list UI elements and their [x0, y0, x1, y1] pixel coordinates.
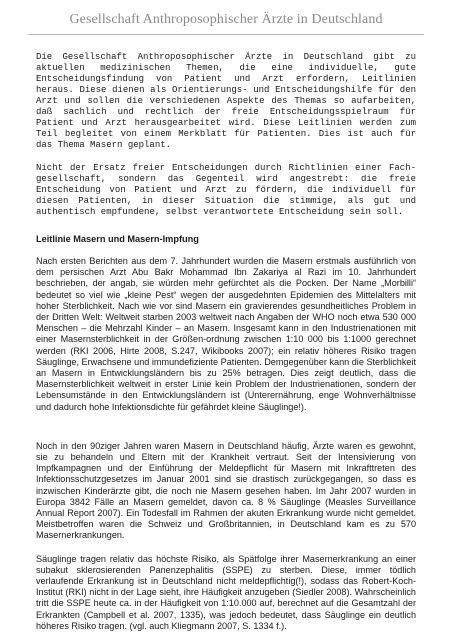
- document-body: [36, 52, 416, 644]
- header-divider: [28, 34, 424, 35]
- germany-paragraph: Noch in den 90ziger Jahren waren Masern in Deutschland häufig, Ärzte waren es gewohnt, sie zu behandeln und Eltern mit der Krankheit vertraut. Seit der Intensivierung von Impfkampagnen und der Einführung der Meldepflicht für Masern mit Inkrafttreten des Infektionsschutzgesetzes im Januar 2001 sind sie drastisch zurückgegangen, so dass es inzwischen Kinderärzte gibt, die noch nie Masern gesehen haben. Im Jahr 2007 wurden in Europa 3842 Fälle an Masern gemeldet, davon ca. 8 % Säuglinge (Measles Surveillance Annual Report 2007). Ein Todesfall im Rahmen der akuten Erkrankung wurde nicht gemeldet. Meistbetroffen waren die Schweiz und Großbritannien, in Deutschland kam es zu 570 Masernerkrankungen.: [36, 440, 416, 541]
- intro-paragraph-2: Nicht der Ersatz freier Entscheidungen durch Richtlinien einer Fach-gesellschaft, sondern das Gegenteil wird angestrebt: die freie Entscheidung von Patient und Arzt zu fördern, die individuell für diesen Patienten, in dieser Situation die stimmige, als gut und authentisch empfundene, selbst verantwortete Entscheidung sein soll.: [36, 163, 416, 217]
- page-header: Gesellschaft Anthroposophischer Ärzte in Deutschland: [69, 12, 383, 27]
- measles-section: [36, 256, 416, 632]
- sspe-paragraph: Säuglinge tragen relativ das höchste Risiko, als Spätfolge ihrer Masernerkrankung an einer subakut sklerosierenden Panenzephalitis (SSPE) zu sterben. Diese, immer tödlich verlaufende Erkrankung ist in Deutschland nicht meldepflichtig(!), sodass das Robert-Koch-Institut (RKI) nicht in der Lage sieht, ihre Häufigkeit anzugeben (Siedler 2008). Wahrscheinlich tritt die SSPE heute ca. in der Häufigkeit von 1:10.000 auf, berechnet auf die Gesamtzahl der Erkrankten (Campbell et al. 2007, 1335), was jedoch bedeutet, dass Säuglinge ein deutlich höheres Risiko tragen. (vgl. auch Kliegmann 2007, S. 1334 f.).: [36, 553, 416, 631]
- section-heading: Leitlinie Masern und Masern-Impfung: [36, 234, 199, 244]
- intro-paragraph-1: Die Gesellschaft Anthroposophischer Ärzte in Deutschland gibt zu aktuellen medizinischen Themen, die eine individuelle, gute Entscheidungsfindung von Patient und Arzt erfordern, Leitlinien heraus. Diese dienen als Orientierungs- und Entscheidungshilfe für den Arzt und sollen die verschiedenen Aspekte des Themas so aufarbeiten, daß sachlich und rechtlich der freie Entscheidungsspielraum für Patient und Arzt herausgearbeitet wird. Diese Leitlinien werden zum Teil begleitet von einem Merkblatt für Patienten. Dies ist auch für das Thema Masern geplant.: [36, 52, 416, 150]
- intro-section: [36, 52, 416, 218]
- history-paragraph: Nach ersten Berichten aus dem 7. Jahrhundert wurden die Masern erstmals ausführlich von dem persischen Arzt Abu Bakr Mohammad Ibn Zakariya al Razi im 10. Jahrhundert beschrieben, der angab, sie würden mehr gefürchtet als die Pocken. Der Name „Morbilli“ bedeutet so viel wie „kleine Pest“ wegen der ausgedehnten Epidemien des Mittelalters mit hoher Sterblichkeit. Nach wie vor sind Masern ein gravierendes gesundheitliches Problem in der Dritten Welt: Weltweit starben 2003 weltweit nach Angaben der WHO noch etwa 530 000 Menschen – die Mehrzahl Kinder – an Masern. Insgesamt kann in den Industrienationen mit einer Masernsterblichkeit in der Größen-ordnung zwischen 1:10 000 bis 1:1000 gerechnet werden (RKI 2006, Hirte 2008, S.247, Wikibooks 2007); ein relativ höheres Risiko tragen Säuglinge, Erwachsene und immundefiziente Patienten. Demgegenüber kann die Sterblichkeit an Masern in Entwicklungsländern bis zu 25% betragen. Dies zeigt deutlich, dass die Masernsterblichkeit weltweit in erster Linie kein Problem der Industrienationen, sondern der Lebensumstände in den Entwicklungsländern ist (Unterernährung, enge Wohnverhältnisse und dadurch hohe Infektionsdichte für gefährdet kleine Säuglinge!).: [36, 256, 416, 412]
